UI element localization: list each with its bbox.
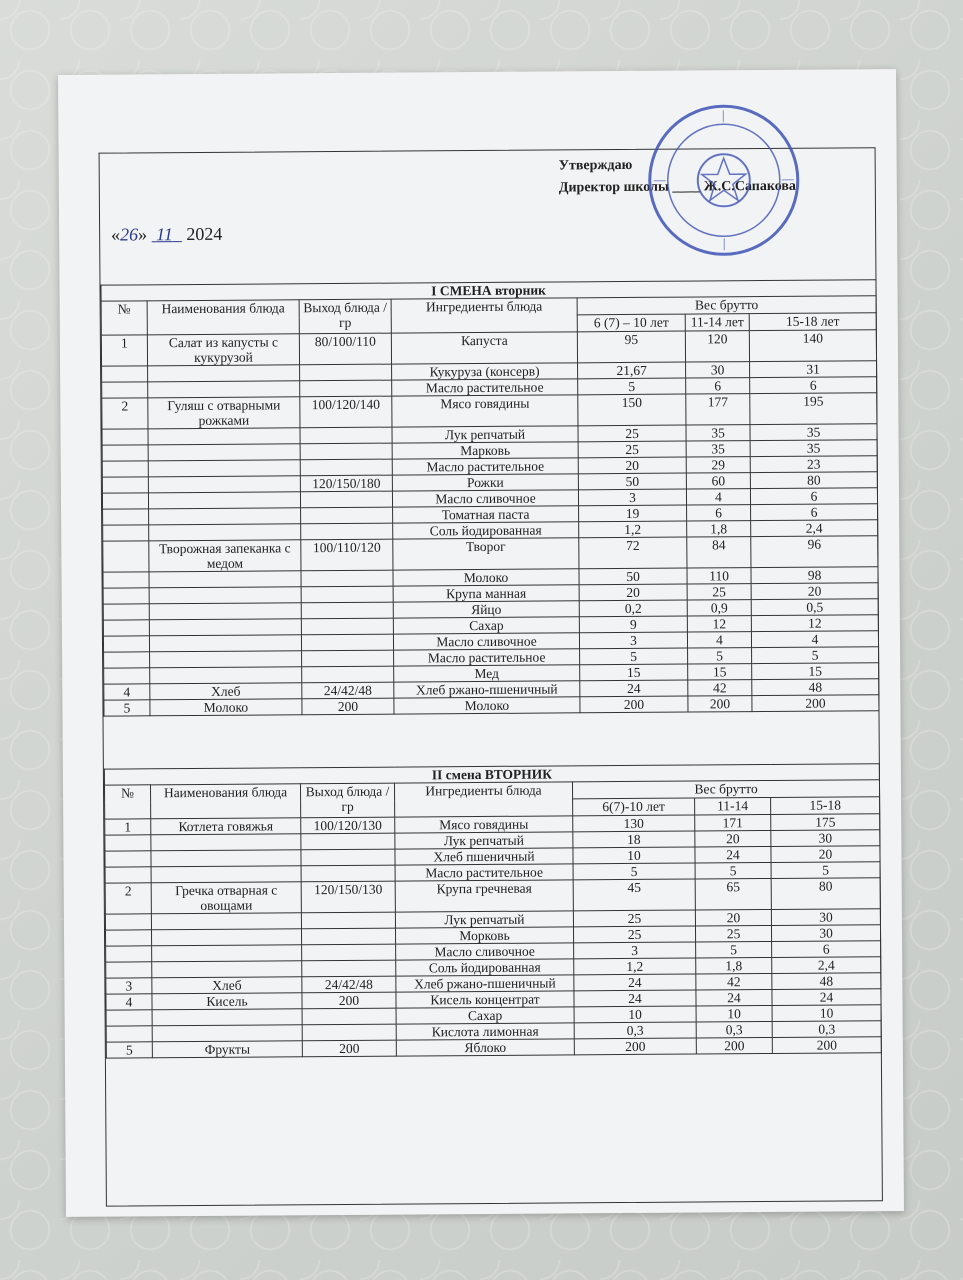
ingredient-name: Масло растительное <box>392 379 578 396</box>
row-number: 1 <box>105 819 151 835</box>
dish-name <box>148 476 300 493</box>
col-ingredients: Ингредиенты блюда <box>391 298 577 333</box>
dish-name <box>150 651 302 668</box>
weight-age-1: 3 <box>578 489 686 506</box>
dish-yield <box>302 1008 396 1025</box>
ingredient-name: Морковь <box>395 927 573 944</box>
col-age-3: 15-18 <box>771 797 880 815</box>
dish-yield: 120/150/180 <box>300 475 392 492</box>
ingredient-name: Яйцо <box>393 601 579 618</box>
weight-age-2: 171 <box>695 814 771 831</box>
row-number <box>106 1026 152 1042</box>
weight-age-1: 72 <box>579 537 687 569</box>
weight-age-3: 6 <box>772 941 881 958</box>
row-number: 3 <box>106 978 152 994</box>
dish-yield <box>301 507 393 524</box>
weight-age-3: 6 <box>751 504 878 521</box>
weight-age-2: 4 <box>687 632 751 648</box>
dish-yield <box>301 833 395 850</box>
weight-age-3: 2,4 <box>751 520 878 537</box>
weight-age-2: 200 <box>696 1037 772 1054</box>
ingredient-name: Молоко <box>394 697 580 714</box>
dish-yield: 200 <box>302 992 396 1009</box>
weight-age-1: 20 <box>578 457 686 474</box>
weight-age-1: 25 <box>578 441 686 458</box>
weight-age-2: 30 <box>686 362 750 378</box>
weight-age-2: 1,8 <box>687 521 751 537</box>
weight-age-3: 2,4 <box>772 957 881 974</box>
dish-yield <box>301 602 393 619</box>
dish-name <box>152 1025 302 1042</box>
dish-yield <box>300 364 392 381</box>
weight-age-3: 80 <box>771 878 880 910</box>
dish-name: Гречка отварная с овощами <box>151 882 301 914</box>
weight-age-1: 21,67 <box>578 362 686 379</box>
weight-age-2: 5 <box>696 941 772 958</box>
weight-age-1: 3 <box>579 632 687 649</box>
weight-age-3: 0,5 <box>751 599 878 616</box>
dish-yield <box>301 912 395 929</box>
row-number <box>105 851 151 867</box>
dish-name <box>152 961 302 978</box>
approval-title: Утверждаю <box>558 157 633 174</box>
weight-age-3: 20 <box>771 846 880 863</box>
ingredient-name: Рожки <box>392 474 578 491</box>
col-ingredients: Ингредиенты блюда <box>394 782 572 817</box>
weight-age-2: 0,3 <box>696 1021 772 1038</box>
col-num: № <box>101 301 147 335</box>
dish-name <box>151 929 301 946</box>
weight-age-2: 20 <box>695 830 771 847</box>
ingredient-name: Мед <box>394 665 580 682</box>
col-gross-weight: Вес брутто <box>572 780 879 799</box>
weight-age-3: 98 <box>751 567 878 584</box>
weight-age-3: 175 <box>771 814 880 831</box>
weight-age-2: 60 <box>686 473 750 489</box>
dish-yield <box>300 380 392 397</box>
ingredient-name: Капуста <box>391 332 577 364</box>
dish-yield <box>301 849 395 866</box>
approval-director: Директор школы ____ Ж.С.Сапакова <box>558 178 796 196</box>
dish-yield <box>301 586 393 603</box>
dish-yield <box>301 865 395 882</box>
weight-age-2: 6 <box>686 378 750 394</box>
weight-age-3: 31 <box>750 361 877 378</box>
weight-age-3: 6 <box>750 488 877 505</box>
weight-age-2: 84 <box>687 537 751 568</box>
dish-name <box>149 603 301 620</box>
row-number <box>105 930 151 946</box>
weight-age-1: 24 <box>580 680 688 697</box>
dish-name <box>149 571 301 588</box>
dish-name <box>150 667 302 684</box>
weight-age-3: 0,3 <box>772 1021 881 1038</box>
weight-age-3: 12 <box>751 615 878 632</box>
col-age-3: 15-18 лет <box>749 313 876 331</box>
dish-name <box>149 619 301 636</box>
ingredient-name: Крупа манная <box>393 585 579 602</box>
weight-age-3: 140 <box>749 330 876 362</box>
dish-name <box>151 913 301 930</box>
weight-age-3: 20 <box>751 583 878 600</box>
dish-yield: 80/100/110 <box>299 333 391 365</box>
dish-yield: 24/42/48 <box>302 682 394 699</box>
weight-age-2: 20 <box>695 909 771 926</box>
weight-age-3: 10 <box>772 1005 881 1022</box>
weight-age-1: 24 <box>574 974 696 991</box>
col-dish-name: Наименования блюда <box>147 300 299 335</box>
ingredient-name: Томатная паста <box>393 506 579 523</box>
row-number <box>102 445 148 461</box>
dish-name: Творожная запеканка с медом <box>149 540 301 572</box>
dish-name <box>152 945 302 962</box>
dish-yield <box>301 570 393 587</box>
weight-age-3: 5 <box>752 647 879 664</box>
weight-age-3: 35 <box>750 440 877 457</box>
dish-yield <box>300 443 392 460</box>
weight-age-1: 25 <box>573 926 695 943</box>
weight-age-2: 110 <box>687 568 751 584</box>
dish-yield: 24/42/48 <box>302 976 396 993</box>
weight-age-3: 200 <box>772 1037 881 1054</box>
weight-age-1: 25 <box>573 910 695 927</box>
dish-name <box>148 460 300 477</box>
dish-name: Хлеб <box>150 683 302 700</box>
ingredient-name: Лук репчатый <box>395 911 573 928</box>
weight-age-2: 5 <box>695 862 771 879</box>
weight-age-3: 195 <box>750 393 877 425</box>
ingredient-name: Хлеб ржано-пшеничный <box>394 681 580 698</box>
dish-yield <box>301 523 393 540</box>
ingredient-name: Масло сливочное <box>393 633 579 650</box>
weight-age-2: 25 <box>687 584 751 600</box>
weight-age-2: 15 <box>688 664 752 680</box>
weight-age-1: 10 <box>574 1006 696 1023</box>
row-number <box>102 493 148 509</box>
weight-age-2: 25 <box>695 925 771 942</box>
dish-name: Фрукты <box>152 1041 302 1058</box>
ingredient-name: Соль йодированная <box>393 522 579 539</box>
weight-age-2: 42 <box>688 680 752 696</box>
row-number: 2 <box>102 398 148 429</box>
ingredient-name: Творог <box>393 538 579 570</box>
weight-age-3: 23 <box>750 456 877 473</box>
dish-name <box>152 1009 302 1026</box>
weight-age-1: 18 <box>573 831 695 848</box>
weight-age-3: 48 <box>772 973 881 990</box>
dish-name <box>148 428 300 445</box>
ingredient-name: Сахар <box>393 617 579 634</box>
weight-age-1: 0,3 <box>574 1022 696 1039</box>
weight-age-1: 20 <box>579 584 687 601</box>
col-yield: Выход блюда / гр <box>299 299 391 334</box>
dish-name: Салат из капусты с кукурузой <box>147 334 299 366</box>
ingredient-name: Масло растительное <box>394 649 580 666</box>
ingredient-name: Марковь <box>392 442 578 459</box>
row-number: 1 <box>101 335 147 366</box>
shift2-menu-table <box>104 763 882 1058</box>
dish-name <box>149 508 301 525</box>
dish-yield: 100/120/130 <box>301 817 395 834</box>
dish-yield: 200 <box>302 698 394 715</box>
weight-age-1: 3 <box>574 942 696 959</box>
weight-age-1: 0,2 <box>579 600 687 617</box>
dish-name: Хлеб <box>152 977 302 994</box>
weight-age-1: 10 <box>573 847 695 864</box>
dish-yield <box>300 427 392 444</box>
row-number <box>105 914 151 930</box>
ingredient-name: Сахар <box>396 1007 574 1024</box>
weight-age-1: 150 <box>578 394 686 426</box>
school-seal-stamp <box>643 100 804 261</box>
col-yield: Выход блюда / гр <box>300 783 394 818</box>
dish-yield <box>302 1024 396 1041</box>
dish-yield <box>302 666 394 683</box>
row-number <box>106 962 152 978</box>
col-dish-name: Наименования блюда <box>150 784 300 819</box>
row-number <box>102 429 148 445</box>
weight-age-2: 10 <box>696 1005 772 1022</box>
weight-age-1: 45 <box>573 879 695 911</box>
weight-age-3: 5 <box>771 862 880 879</box>
ingredient-name: Кислота лимонная <box>396 1023 574 1040</box>
menu-document <box>58 69 904 1217</box>
ingredient-name: Яблоко <box>396 1039 574 1056</box>
col-age-1: 6(7)-10 лет <box>573 798 695 816</box>
col-age-2: 11-14 <box>695 797 771 815</box>
weight-age-2: 4 <box>686 489 750 505</box>
row-number <box>104 652 150 668</box>
dish-name <box>149 587 301 604</box>
weight-age-1: 130 <box>573 815 695 832</box>
weight-age-1: 50 <box>578 473 686 490</box>
weight-age-2: 24 <box>695 846 771 863</box>
dish-name: Котлета говяжья <box>151 818 301 835</box>
weight-age-2: 177 <box>686 394 750 425</box>
dish-yield: 120/150/130 <box>301 881 395 913</box>
weight-age-1: 25 <box>578 425 686 442</box>
row-number <box>106 1010 152 1026</box>
ingredient-name: Масло растительное <box>392 458 578 475</box>
row-number <box>102 461 148 477</box>
weight-age-1: 5 <box>573 863 695 880</box>
dish-yield: 200 <box>302 1040 396 1057</box>
weight-age-3: 15 <box>752 663 879 680</box>
row-number <box>103 572 149 588</box>
weight-age-2: 120 <box>685 331 749 362</box>
col-age-1: 6 (7) – 10 лет <box>577 314 685 332</box>
weight-age-3: 48 <box>752 679 879 696</box>
weight-age-3: 30 <box>771 925 880 942</box>
approval-date: «26» 11 2024 <box>111 223 223 245</box>
weight-age-3: 35 <box>750 424 877 441</box>
row-number <box>103 620 149 636</box>
row-number: 2 <box>105 883 151 914</box>
row-number: 5 <box>106 1042 152 1058</box>
ingredient-name: Масло сливочное <box>396 943 574 960</box>
shift1-menu-table <box>100 279 879 716</box>
weight-age-1: 15 <box>580 664 688 681</box>
ingredient-name: Лук репчатый <box>395 832 573 849</box>
row-number <box>105 867 151 883</box>
weight-age-1: 200 <box>580 696 688 713</box>
row-number <box>103 636 149 652</box>
row-number <box>103 509 149 525</box>
ingredient-name: Соль йодированная <box>396 959 574 976</box>
weight-age-2: 35 <box>686 425 750 441</box>
weight-age-1: 95 <box>577 331 685 363</box>
weight-age-1: 5 <box>578 378 686 395</box>
dish-name <box>151 850 301 867</box>
ingredient-name: Масло растительное <box>395 864 573 881</box>
row-number <box>102 477 148 493</box>
row-number <box>104 668 150 684</box>
dish-name <box>148 381 300 398</box>
weight-age-2: 65 <box>695 878 771 910</box>
col-age-2: 11-14 лет <box>685 314 749 331</box>
dish-name: Гуляш с отварными рожками <box>148 397 300 429</box>
ingredient-name: Лук репчатый <box>392 426 578 443</box>
weight-age-2: 5 <box>688 648 752 664</box>
weight-age-3: 30 <box>771 909 880 926</box>
dish-name <box>149 635 301 652</box>
dish-name <box>148 492 300 509</box>
row-number <box>103 604 149 620</box>
ingredient-name: Хлеб ржано-пшеничный <box>396 975 574 992</box>
shift2-title: II смена ВТОРНИК <box>104 764 879 785</box>
dish-yield <box>300 459 392 476</box>
row-number: 5 <box>104 700 150 716</box>
weight-age-1: 24 <box>574 990 696 1007</box>
row-number <box>102 366 148 382</box>
weight-age-2: 1,8 <box>696 957 772 974</box>
row-number <box>102 382 148 398</box>
dish-name: Молоко <box>150 699 302 716</box>
weight-age-2: 29 <box>686 457 750 473</box>
weight-age-2: 200 <box>688 696 752 712</box>
weight-age-3: 30 <box>771 830 880 847</box>
row-number <box>106 946 152 962</box>
weight-age-1: 1,2 <box>574 958 696 975</box>
dish-yield: 100/120/140 <box>300 396 392 428</box>
col-num: № <box>104 785 150 819</box>
ingredient-name: Хлеб пшеничный <box>395 848 573 865</box>
weight-age-2: 42 <box>696 973 772 990</box>
row-number <box>103 525 149 541</box>
dish-yield: 100/110/120 <box>301 539 393 571</box>
ingredient-name: Кукуруза (консерв) <box>392 363 578 380</box>
weight-age-1: 200 <box>574 1038 696 1055</box>
dish-yield <box>302 960 396 977</box>
col-gross-weight: Вес брутто <box>577 296 876 315</box>
weight-age-2: 0,9 <box>687 600 751 616</box>
dish-name <box>148 444 300 461</box>
row-number: 4 <box>104 684 150 700</box>
dish-name: Кисель <box>152 993 302 1010</box>
ingredient-name: Мясо говядины <box>392 395 578 427</box>
row-number <box>103 588 149 604</box>
ingredient-name: Кисель концентрат <box>396 991 574 1008</box>
weight-age-1: 9 <box>579 616 687 633</box>
dish-yield <box>302 650 394 667</box>
weight-age-3: 96 <box>751 536 878 568</box>
ingredient-name: Масло сливочное <box>392 490 578 507</box>
dish-yield <box>301 928 395 945</box>
weight-age-2: 6 <box>687 505 751 521</box>
dish-name <box>151 834 301 851</box>
weight-age-2: 35 <box>686 441 750 457</box>
row-number: 4 <box>106 994 152 1010</box>
dish-name <box>149 524 301 541</box>
weight-age-2: 12 <box>687 616 751 632</box>
shift1-title: I СМЕНА вторник <box>101 280 876 301</box>
ingredient-name: Молоко <box>393 569 579 586</box>
dish-name <box>151 866 301 883</box>
dish-yield <box>302 944 396 961</box>
weight-age-1: 50 <box>579 568 687 585</box>
row-number <box>105 835 151 851</box>
weight-age-1: 1,2 <box>579 521 687 538</box>
dish-name <box>148 365 300 382</box>
ingredient-name: Мясо говядины <box>395 816 573 833</box>
weight-age-1: 5 <box>580 648 688 665</box>
ingredient-name: Крупа гречневая <box>395 880 573 912</box>
row-number <box>103 541 149 572</box>
weight-age-3: 24 <box>772 989 881 1006</box>
weight-age-1: 19 <box>579 505 687 522</box>
weight-age-2: 24 <box>696 989 772 1006</box>
weight-age-3: 80 <box>750 472 877 489</box>
weight-age-3: 4 <box>751 631 878 648</box>
dish-yield <box>301 618 393 635</box>
dish-yield <box>300 491 392 508</box>
dish-yield <box>301 634 393 651</box>
weight-age-3: 200 <box>752 695 879 712</box>
weight-age-3: 6 <box>750 377 877 394</box>
